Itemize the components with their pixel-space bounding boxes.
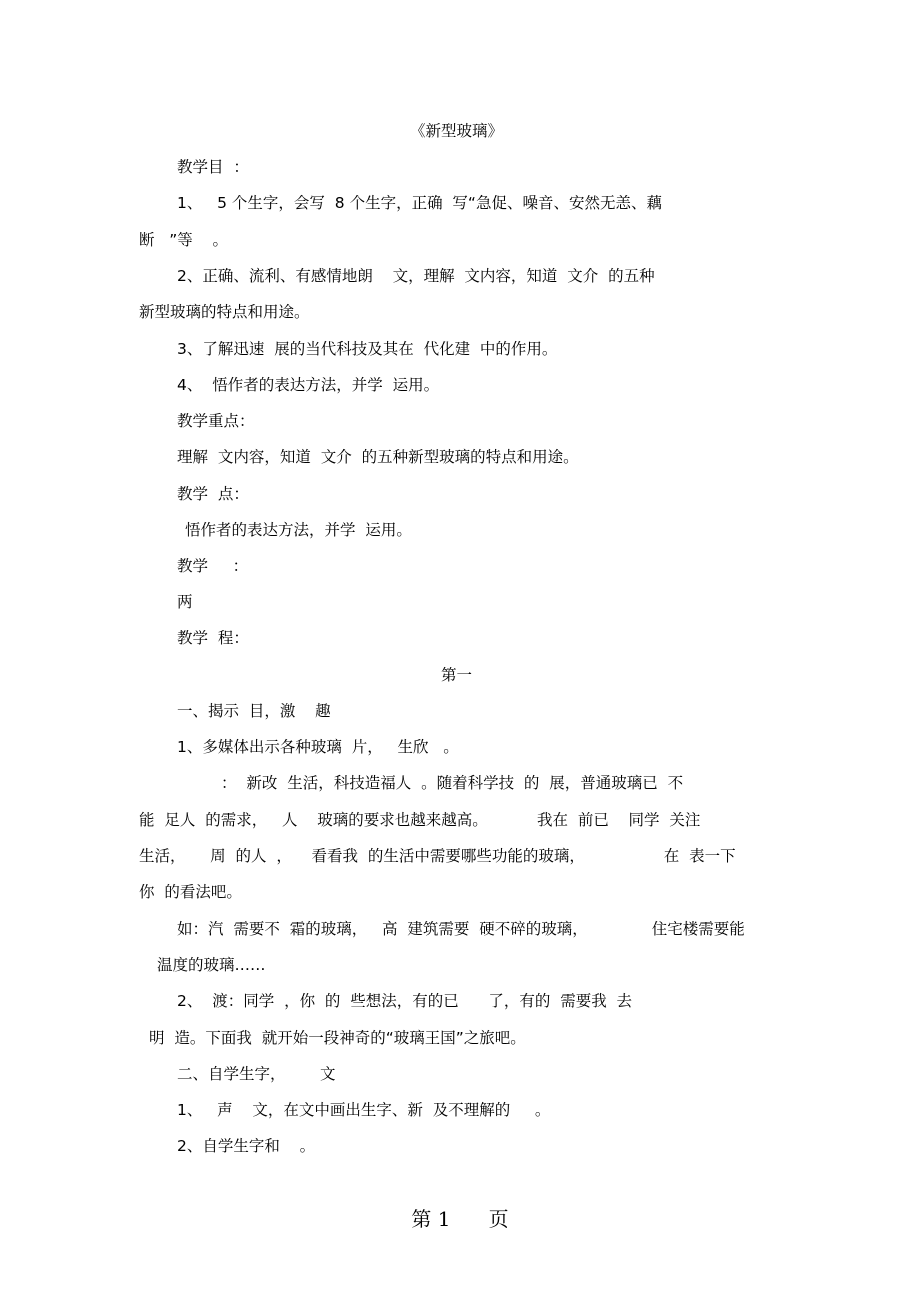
body-line: 教学目 ： <box>177 158 249 176</box>
body-line: 你 的看法吧。 <box>139 883 242 901</box>
body-line: 温度的玻璃…… <box>157 956 266 974</box>
section-heading: 第一 <box>441 666 473 684</box>
body-line: 理解 文内容，知道 文介 的五种新型玻璃的特点和用途。 <box>177 448 579 466</box>
body-line: 3、了解迅速 展的当代科技及其在 代化建 中的作用。 <box>177 340 558 358</box>
body-line: 二、自学生字， 文 <box>177 1065 336 1083</box>
body-line: 4、 悟作者的表达方法，并学 运用。 <box>177 376 440 394</box>
body-line: 能 足人 的需求， 人 玻璃的要求也越来越高。 我在 前已 同学 关注 <box>139 811 701 829</box>
body-line: 教学 点： <box>177 485 249 503</box>
body-line: 断 ”等 。 <box>139 231 229 249</box>
body-line: 教学重点： <box>177 412 255 430</box>
body-line: 悟作者的表达方法，并学 运用。 <box>185 521 412 539</box>
body-line: 生活， 周 的人 ， 看看我 的生活中需要哪些功能的玻璃， 在 表一下 <box>139 847 736 865</box>
body-line: 如：汽 需要不 霜的玻璃， 高 建筑需要 硬不碎的玻璃， 住宅楼需要能 <box>177 920 745 938</box>
body-line: 2、自学生字和 。 <box>177 1137 316 1155</box>
body-line: 2、正确、流利、有感情地朗 文，理解 文内容，知道 文介 的五种 <box>177 267 655 285</box>
body-line: ： 新改 生活，科技造福人 。随着科学技 的 展，普通玻璃已 不 <box>221 774 684 792</box>
body-line: 1、 声 文，在文中画出生字、新 及不理解的 。 <box>177 1101 551 1119</box>
body-line: 明 造。下面我 就开始一段神奇的“玻璃王国”之旅吧。 <box>149 1029 526 1047</box>
body-line: 1、多媒体出示各种玻璃 片， 生欣 。 <box>177 738 459 756</box>
body-line: 一、揭示 目，激 趣 <box>177 702 331 720</box>
body-line: 1、 5 个生字，会写 8 个生字，正确 写“急促、噪音、安然无恙、藕 <box>177 194 662 212</box>
document-title: 《新型玻璃》 <box>410 122 504 140</box>
body-line: 新型玻璃的特点和用途。 <box>139 303 310 321</box>
body-line: 教学 程： <box>177 629 249 647</box>
page-number: 第 1 页 <box>411 1207 509 1231</box>
body-line: 2、 渡：同学 ，你 的 些想法，有的已 了，有的 需要我 去 <box>177 992 633 1010</box>
body-line: 教学 ： <box>177 557 249 575</box>
body-line: 两 <box>177 593 193 611</box>
